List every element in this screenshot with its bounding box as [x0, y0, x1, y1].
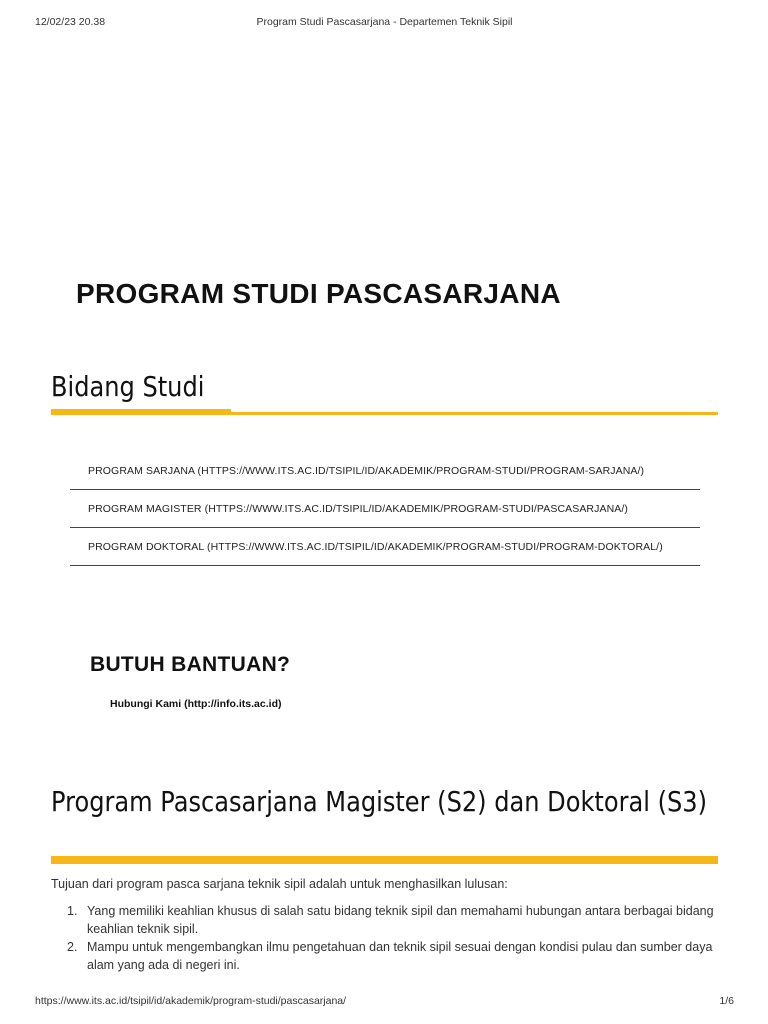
list-item-number: 1.	[67, 904, 78, 918]
accent-rule-highlight	[51, 409, 231, 415]
list-item	[67, 902, 717, 938]
list-item-text: Mampu untuk mengembangkan ilmu pengetahuan dan teknik sipil sesuai dengan kondisi pulau dan sumber daya alam yang ada di negeri ini.	[87, 940, 713, 972]
program-intro: Tujuan dari program pasca sarjana teknik sipil adalah untuk menghasilkan lulusan:	[51, 877, 508, 891]
list-item-number: 2.	[67, 940, 78, 954]
print-url: https://www.its.ac.id/tsipil/id/akademik/program-studi/pascasarjana/	[35, 995, 347, 1007]
program-link-sarjana[interactable]: PROGRAM SARJANA (HTTPS://WWW.ITS.AC.ID/TSIPIL/ID/AKADEMIK/PROGRAM-STUDI/PROGRAM-SARJANA/)	[70, 452, 700, 490]
program-section-heading: Program Pascasarjana Magister (S2) dan Doktoral (S3)	[51, 785, 707, 818]
program-list	[70, 452, 700, 566]
list-item-text: Yang memiliki keahlian khusus di salah satu bidang teknik sipil dan memahami hubungan antara berbagai bidang keahlian teknik sipil.	[87, 904, 714, 936]
bidang-studi-heading: Bidang Studi	[51, 370, 205, 403]
accent-rule-thick	[51, 856, 718, 864]
page-number: 1/6	[719, 995, 734, 1007]
print-page-title: Program Studi Pascasarjana - Departemen Teknik Sipil	[256, 16, 513, 28]
goals-list	[67, 902, 717, 974]
list-item	[67, 938, 717, 974]
program-link-magister[interactable]: PROGRAM MAGISTER (HTTPS://WWW.ITS.AC.ID/TSIPIL/ID/AKADEMIK/PROGRAM-STUDI/PASCASARJANA/)	[70, 490, 700, 528]
print-datetime: 12/02/23 20.38	[35, 16, 106, 28]
accent-rule	[51, 412, 718, 415]
contact-link[interactable]: Hubungi Kami (http://info.its.ac.id)	[110, 698, 282, 710]
help-heading: BUTUH BANTUAN?	[90, 653, 291, 676]
page-title: PROGRAM STUDI PASCASARJANA	[76, 278, 561, 309]
program-link-doktoral[interactable]: PROGRAM DOKTORAL (HTTPS://WWW.ITS.AC.ID/TSIPIL/ID/AKADEMIK/PROGRAM-STUDI/PROGRAM-DOKTORAL/)	[70, 528, 700, 566]
